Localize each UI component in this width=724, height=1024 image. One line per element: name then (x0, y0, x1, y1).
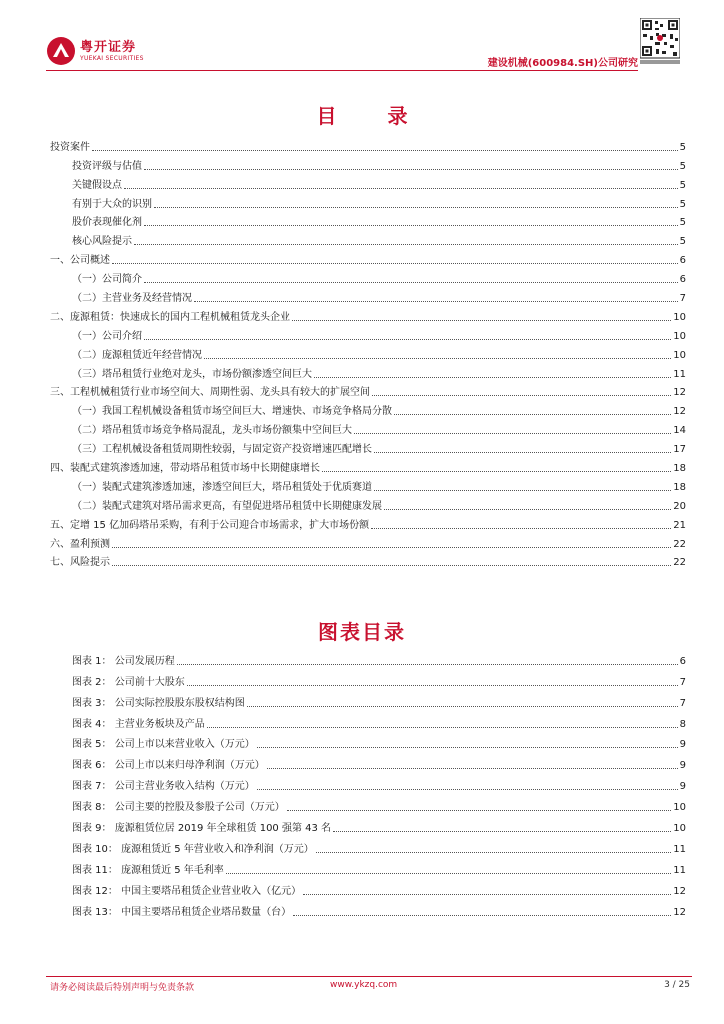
report-subject: 建设机械(600984.SH)公司研究 (487, 58, 638, 69)
entry-page-number: 11 (673, 368, 686, 380)
dot-leader (354, 433, 671, 434)
page-number: 3 / 25 (664, 980, 690, 990)
dot-leader (314, 377, 671, 378)
entry-title: 图表 1： 公司发展历程 (72, 655, 175, 667)
entry-page-number: 5 (679, 141, 686, 153)
dot-leader (112, 547, 671, 548)
yuekai-logo-icon (46, 36, 76, 66)
toc-entry[interactable] (50, 135, 686, 154)
entry-title: （二）主营业务及经营情况 (72, 293, 192, 305)
toc-list (50, 135, 686, 569)
entry-title: （三）工程机械设备租赁周期性较弱，与固定资产投资增速匹配增长 (72, 444, 372, 456)
dot-leader (322, 471, 671, 472)
figure-entry[interactable] (50, 772, 686, 793)
entry-page-number: 17 (673, 444, 686, 456)
dot-leader (144, 225, 678, 226)
entry-title: 图表 2： 公司前十大股东 (72, 676, 185, 688)
entry-title: 图表 6： 公司上市以来归母净利润（万元） (72, 760, 265, 772)
dot-leader (333, 831, 671, 832)
entry-page-number: 9 (679, 781, 686, 793)
entry-title: 一、公司概述 (50, 255, 110, 267)
dot-leader (292, 320, 671, 321)
entry-title: 图表 5： 公司上市以来营业收入（万元） (72, 739, 255, 751)
toc-entry[interactable] (50, 551, 686, 570)
dot-leader (112, 263, 678, 264)
entry-page-number: 12 (673, 387, 686, 399)
dot-leader (92, 150, 678, 151)
toc-entry[interactable] (50, 324, 686, 343)
dot-leader (144, 339, 671, 340)
entry-title: 图表 13： 中国主要塔吊租赁企业塔吊数量（台） (72, 906, 292, 918)
toc-entry[interactable] (50, 475, 686, 494)
entry-title: （二）庞源租赁近年经营情况 (72, 349, 202, 361)
dot-leader (293, 915, 671, 916)
dot-leader (154, 207, 678, 208)
entry-page-number: 7 (679, 676, 686, 688)
footer-website[interactable]: www.ykzq.com (330, 980, 398, 990)
entry-title: 图表 7： 公司主营业务收入结构（万元） (72, 781, 255, 793)
dot-leader (124, 188, 678, 189)
entry-title: （三）塔吊租赁行业绝对龙头，市场份额渗透空间巨大 (72, 368, 312, 380)
toc-entry[interactable] (50, 192, 686, 211)
dot-leader (204, 358, 671, 359)
entry-page-number: 6 (679, 274, 686, 286)
entry-title: （一）公司介绍 (72, 330, 142, 342)
entry-page-number: 12 (673, 885, 686, 897)
figure-list-title: 图表目录 (318, 620, 406, 644)
toc-entry[interactable] (50, 286, 686, 305)
toc-entry[interactable] (50, 343, 686, 362)
entry-title: 股价表现催化剂 (72, 217, 142, 229)
entry-title: 图表 12： 中国主要塔吊租赁企业营业收入（亿元） (72, 885, 302, 897)
entry-page-number: 12 (673, 406, 686, 418)
dot-leader (177, 664, 678, 665)
entry-page-number: 21 (673, 519, 686, 531)
entry-title: 图表 10： 庞源租赁近 5 年营业收入和净利润（万元） (72, 843, 314, 855)
toc-entry[interactable] (50, 437, 686, 456)
entry-page-number: 8 (679, 718, 686, 730)
entry-page-number: 5 (679, 217, 686, 229)
dot-leader (144, 282, 678, 283)
dot-leader (207, 727, 678, 728)
entry-title: 四、装配式建筑渗透加速，带动塔吊租赁市场中长期健康增长 (50, 463, 320, 475)
dot-leader (134, 244, 678, 245)
figure-entry[interactable] (50, 751, 686, 772)
toc-entry[interactable] (50, 248, 686, 267)
entry-title: 核心风险提示 (72, 236, 132, 248)
entry-title: 七、风险提示 (50, 557, 110, 569)
entry-page-number: 20 (673, 500, 686, 512)
entry-title: 关键假设点 (72, 179, 122, 191)
logo-name-en: YUEKAI SECURITIES (80, 54, 144, 62)
entry-page-number: 12 (673, 906, 686, 918)
header-divider (46, 70, 638, 71)
entry-page-number: 10 (673, 311, 686, 323)
dot-leader (257, 747, 678, 748)
toc-entry[interactable] (50, 456, 686, 475)
toc-entry[interactable] (50, 513, 686, 532)
entry-page-number: 6 (679, 655, 686, 667)
logo-name-cn: 粤开证券 (80, 39, 137, 55)
entry-title: 图表 9： 庞源租赁位居 2019 年全球租赁 100 强第 43 名 (72, 823, 332, 835)
entry-title: 图表 4： 主营业务板块及产品 (72, 718, 205, 730)
entry-title: 投资评级与估值 (72, 160, 142, 172)
toc-title: 目 录 (316, 104, 430, 128)
footer-divider (46, 976, 692, 977)
entry-page-number: 5 (679, 198, 686, 210)
entry-page-number: 22 (673, 557, 686, 569)
toc-entry[interactable] (50, 154, 686, 173)
entry-title: 图表 8： 公司主要的控股及参股子公司（万元） (72, 802, 285, 814)
dot-leader (374, 490, 671, 491)
toc-entry[interactable] (50, 494, 686, 513)
entry-page-number: 6 (679, 255, 686, 267)
dot-leader (374, 452, 671, 453)
toc-entry[interactable] (50, 229, 686, 248)
dot-leader (112, 565, 671, 566)
toc-entry[interactable] (50, 418, 686, 437)
entry-title: 五、定增 15 亿加码塔吊采购，有利于公司迎合市场需求，扩大市场份额 (50, 519, 370, 531)
entry-page-number: 18 (673, 481, 686, 493)
entry-title: （二）塔吊租赁市场竞争格局混乱，龙头市场份额集中空间巨大 (72, 425, 352, 437)
entry-title: （一）公司简介 (72, 274, 142, 286)
entry-page-number: 7 (679, 697, 686, 709)
entry-page-number: 22 (673, 538, 686, 550)
toc-entry[interactable] (50, 211, 686, 230)
dot-leader (372, 395, 671, 396)
entry-title: 图表 11： 庞源租赁近 5 年毛利率 (72, 864, 224, 876)
figure-entry[interactable] (50, 731, 686, 752)
entry-page-number: 10 (673, 349, 686, 361)
figure-entry[interactable] (50, 877, 686, 898)
entry-page-number: 14 (673, 425, 686, 437)
company-logo (46, 36, 144, 66)
dot-leader (394, 414, 671, 415)
entry-title: 投资案件 (50, 141, 90, 153)
toc-entry[interactable] (50, 267, 686, 286)
entry-title: 六、盈利预测 (50, 538, 110, 550)
entry-page-number: 9 (679, 739, 686, 751)
entry-page-number: 18 (673, 463, 686, 475)
entry-page-number: 11 (673, 864, 686, 876)
dot-leader (287, 810, 672, 811)
toc-entry[interactable] (50, 381, 686, 400)
figure-entry[interactable] (50, 668, 686, 689)
toc-entry[interactable] (50, 532, 686, 551)
entry-page-number: 7 (679, 293, 686, 305)
entry-title: 有别于大众的识别 (72, 198, 152, 210)
toc-entry[interactable] (50, 362, 686, 381)
figure-entry[interactable] (50, 856, 686, 877)
entry-title: 二、庞源租赁：快速成长的国内工程机械租赁龙头企业 (50, 311, 290, 323)
footer-disclaimer[interactable]: 请务必阅读最后特别声明与免责条款 (50, 983, 195, 993)
entry-page-number: 5 (679, 160, 686, 172)
entry-title: 图表 3： 公司实际控股股东股权结构图 (72, 697, 245, 709)
entry-page-number: 5 (679, 236, 686, 248)
figure-entry[interactable] (50, 647, 686, 668)
figure-entry[interactable] (50, 814, 686, 835)
entry-title: 三、工程机械租赁行业市场空间大、周期性弱、龙头具有较大的扩展空间 (50, 387, 370, 399)
dot-leader (316, 852, 671, 853)
dot-leader (144, 169, 678, 170)
dot-leader (384, 509, 671, 510)
entry-page-number: 10 (673, 823, 686, 835)
dot-leader (194, 301, 678, 302)
dot-leader (247, 706, 678, 707)
figure-entry[interactable] (50, 835, 686, 856)
qr-code-icon (640, 18, 680, 66)
entry-page-number: 9 (679, 760, 686, 772)
dot-leader (226, 873, 671, 874)
figure-entry[interactable] (50, 710, 686, 731)
entry-title: （一）装配式建筑渗透加速，渗透空间巨大，塔吊租赁处于优质赛道 (72, 481, 372, 493)
entry-page-number: 5 (679, 179, 686, 191)
dot-leader (267, 768, 678, 769)
entry-title: （二）装配式建筑对塔吊需求更高，有望促进塔吊租赁中长期健康发展 (72, 500, 382, 512)
page-header (0, 0, 724, 80)
figure-entry[interactable] (50, 898, 686, 919)
dot-leader (257, 789, 678, 790)
dot-leader (187, 685, 678, 686)
figure-entry[interactable] (50, 689, 686, 710)
toc-entry[interactable] (50, 399, 686, 418)
entry-title: （一）我国工程机械设备租赁市场空间巨大、增速快、市场竞争格局分散 (72, 406, 392, 418)
entry-page-number: 10 (673, 802, 686, 814)
dot-leader (371, 528, 671, 529)
figure-list (50, 647, 686, 919)
toc-entry[interactable] (50, 173, 686, 192)
dot-leader (303, 894, 671, 895)
figure-entry[interactable] (50, 793, 686, 814)
toc-entry[interactable] (50, 305, 686, 324)
entry-page-number: 10 (673, 330, 686, 342)
entry-page-number: 11 (673, 843, 686, 855)
